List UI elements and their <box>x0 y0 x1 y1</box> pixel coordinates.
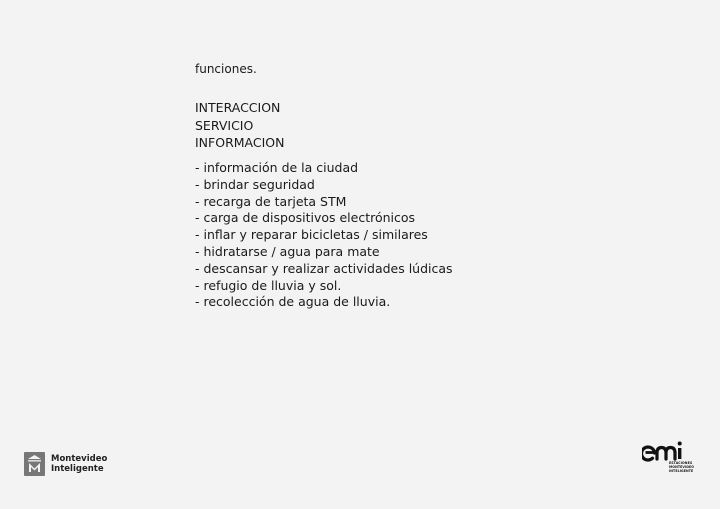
feature-item: - brindar seguridad <box>195 176 315 192</box>
feature-item: - recarga de tarjeta STM <box>195 193 347 209</box>
feature-item: - inflar y reparar bicicletas / similares <box>195 227 428 243</box>
intro-text: funciones. <box>195 62 257 76</box>
features-list <box>195 160 453 311</box>
feature-item: - descansar y realizar actividades lúdicas <box>195 260 453 276</box>
montevideo-inteligente-logo <box>24 452 107 476</box>
montevideo-building-icon <box>24 452 45 476</box>
montevideo-logo-text <box>51 454 107 474</box>
emi-logo <box>642 440 698 480</box>
emi-caption <box>669 462 694 473</box>
logo-line-1: Montevideo <box>51 454 108 464</box>
feature-item: - recolección de agua de lluvia. <box>195 294 391 310</box>
logo-line-2: Inteligente <box>51 464 104 474</box>
heading-servicio: SERVICIO <box>195 117 254 133</box>
feature-item: - hidratarse / agua para mate <box>195 243 380 259</box>
headings-block <box>195 99 284 152</box>
feature-item: - carga de dispositivos electrónicos <box>195 210 416 226</box>
heading-informacion: INFORMACION <box>195 135 285 150</box>
feature-item: - información de la ciudad <box>195 160 359 175</box>
emi-caption-line-1: ESTACIONES <box>669 461 693 465</box>
heading-interaccion: INTERACCION <box>195 100 281 115</box>
emi-caption-line-3: INTELIGENTE <box>669 468 694 473</box>
feature-item: - refugio de lluvia y sol. <box>195 277 342 293</box>
emi-caption-line-2: MONTEVIDEO <box>669 464 695 469</box>
